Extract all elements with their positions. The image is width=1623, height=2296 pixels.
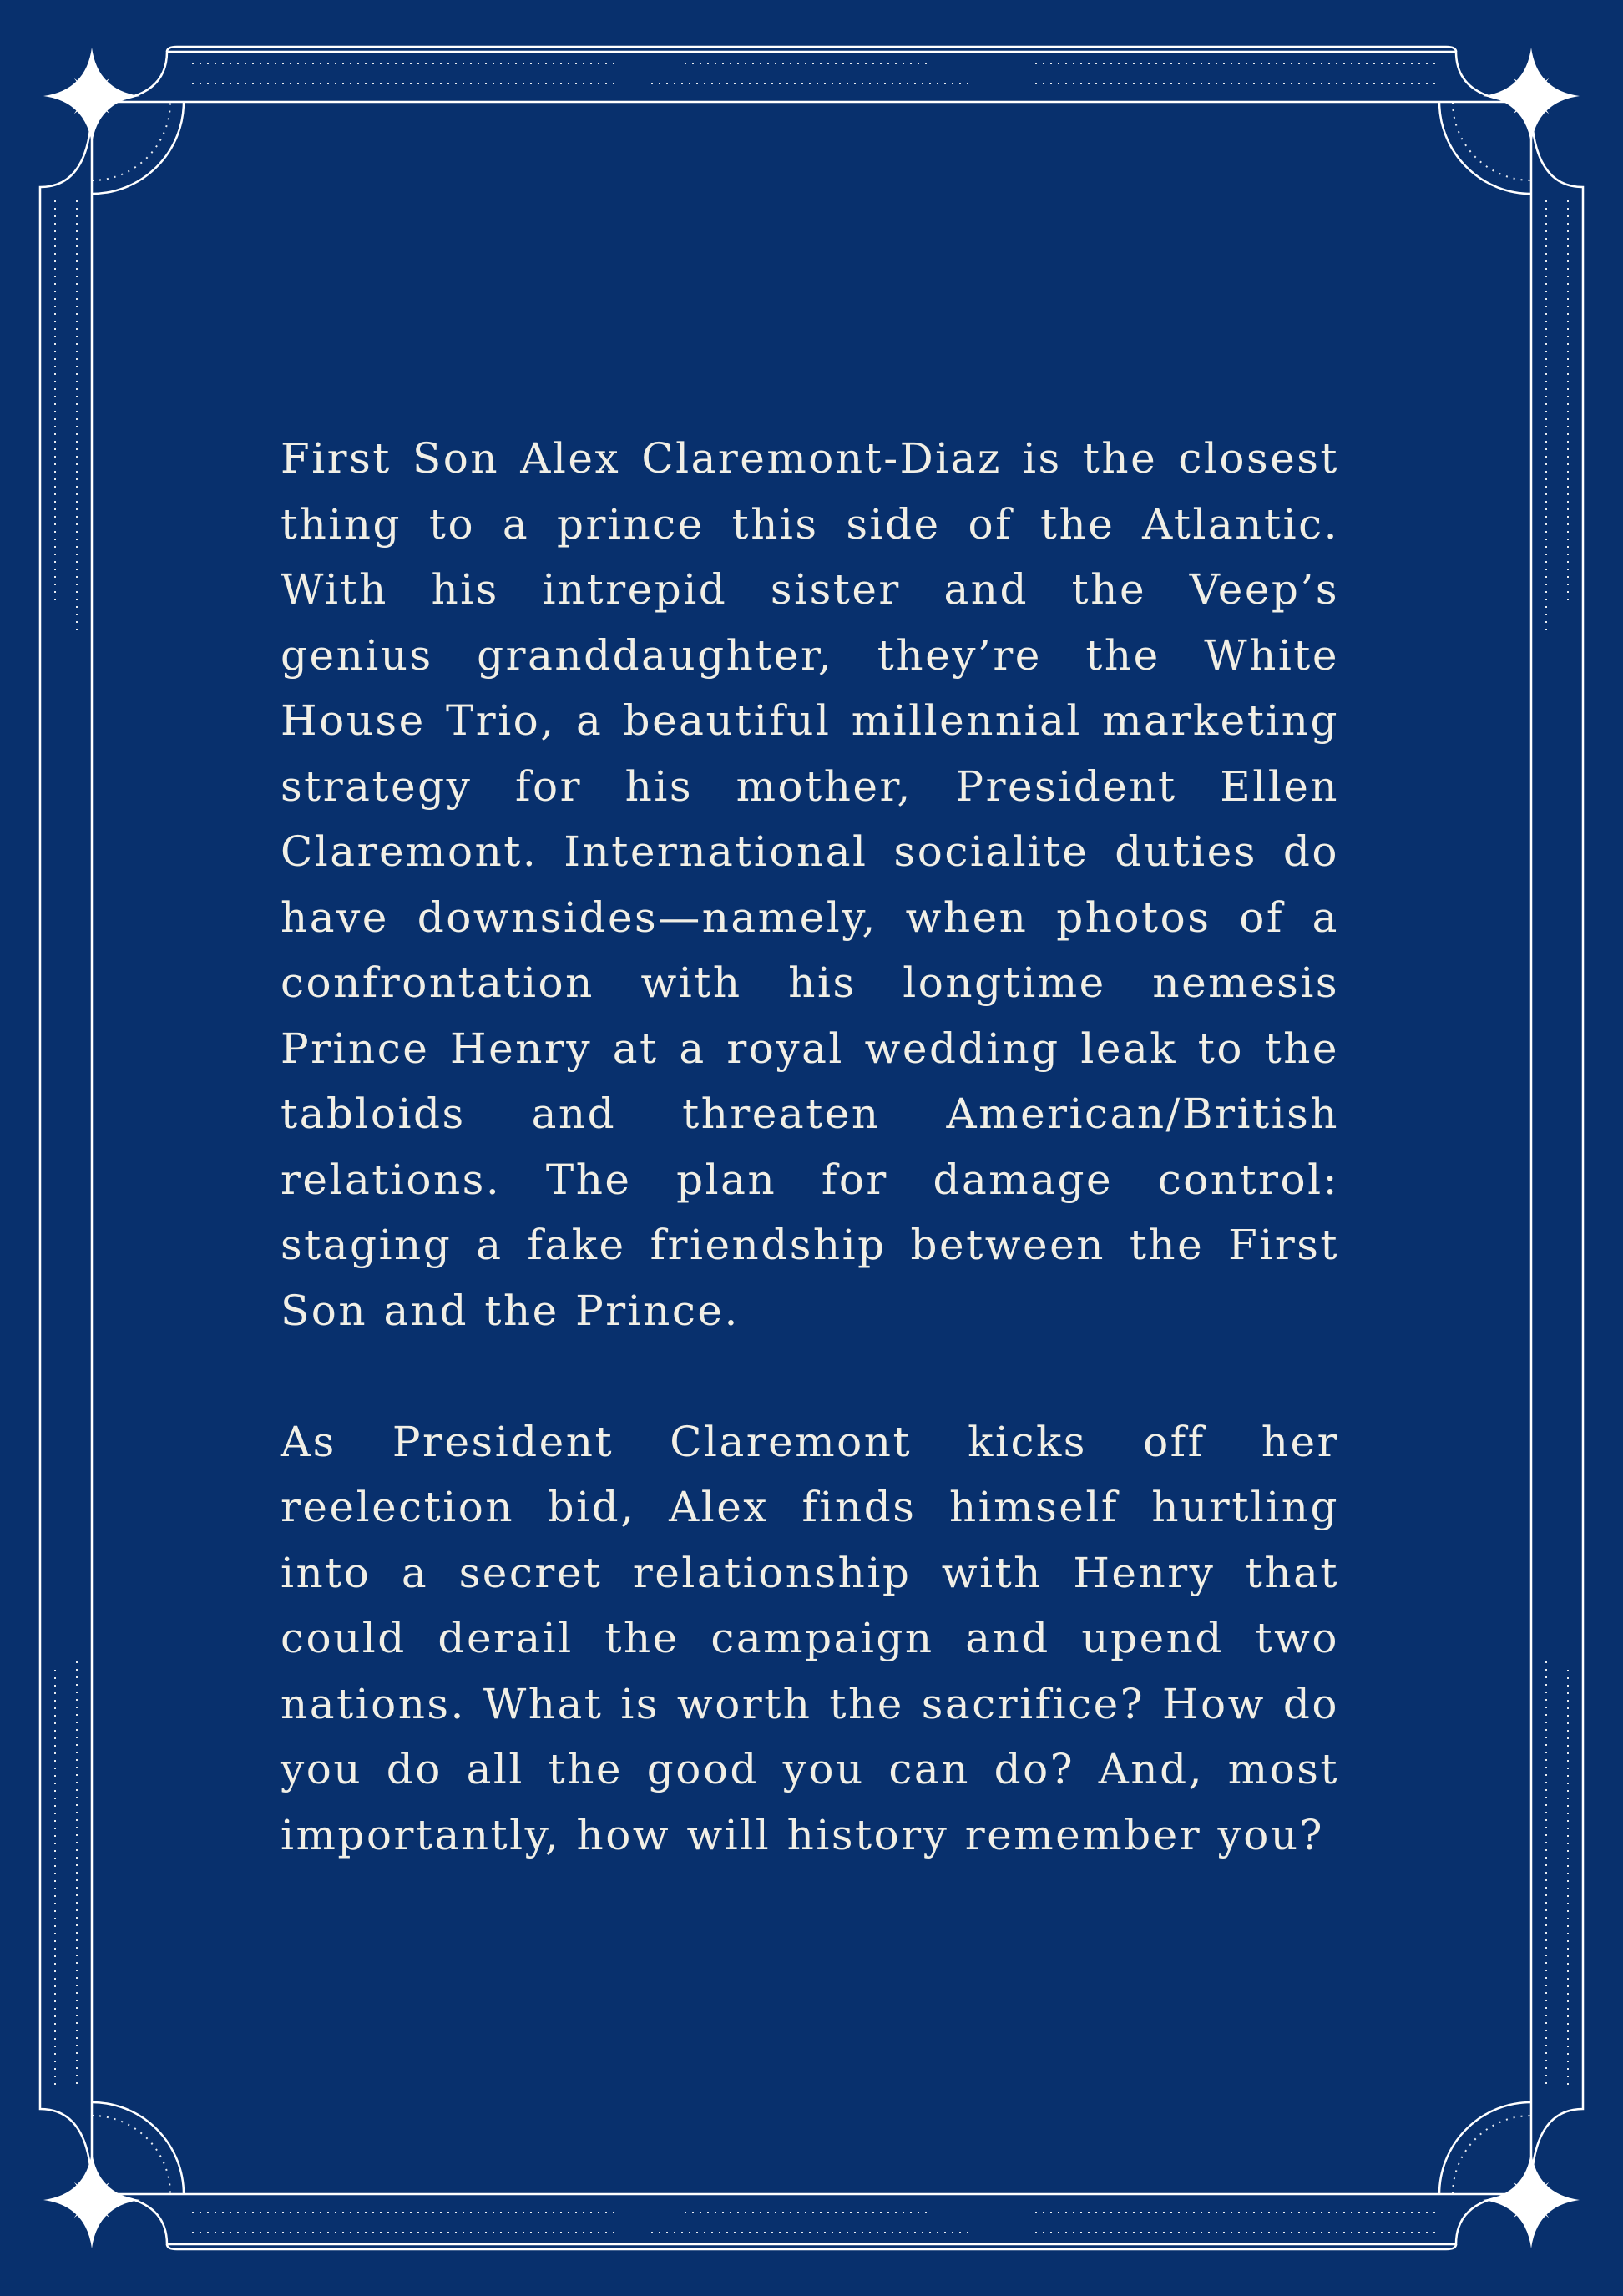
star-icon-bottom-left xyxy=(43,2152,140,2248)
synopsis-text-block xyxy=(281,426,1339,1934)
star-icon-top-left xyxy=(43,48,140,144)
synopsis-paragraph-2: As President Claremont kicks off her reelection bid, Alex finds himself hurtling into a secret relationship with Henry that could derail the campaign and upend two nations. What is worth the sacrifice? How do you do all the good you can do? And, most importantly, how will history remember you? xyxy=(281,1417,1339,1859)
synopsis-paragraph-1: First Son Alex Claremont-Diaz is the closest thing to a prince this side of the Atlantic. With his intrepid sister and the Veep’s genius granddaughter, they’re the White House Trio, a beautiful millennial marketing strategy for his mother, President Ellen Claremont. International socialite duties do have downsides—namely, when photos of a confrontation with his longtime nemesis Prince Henry at a royal wedding leak to the tabloids and threaten American/British relations. The plan for damage control: staging a fake friendship between the First Son and the Prince. xyxy=(281,434,1339,1335)
star-icon-top-right xyxy=(1483,48,1580,144)
star-icon-bottom-right xyxy=(1483,2152,1580,2248)
